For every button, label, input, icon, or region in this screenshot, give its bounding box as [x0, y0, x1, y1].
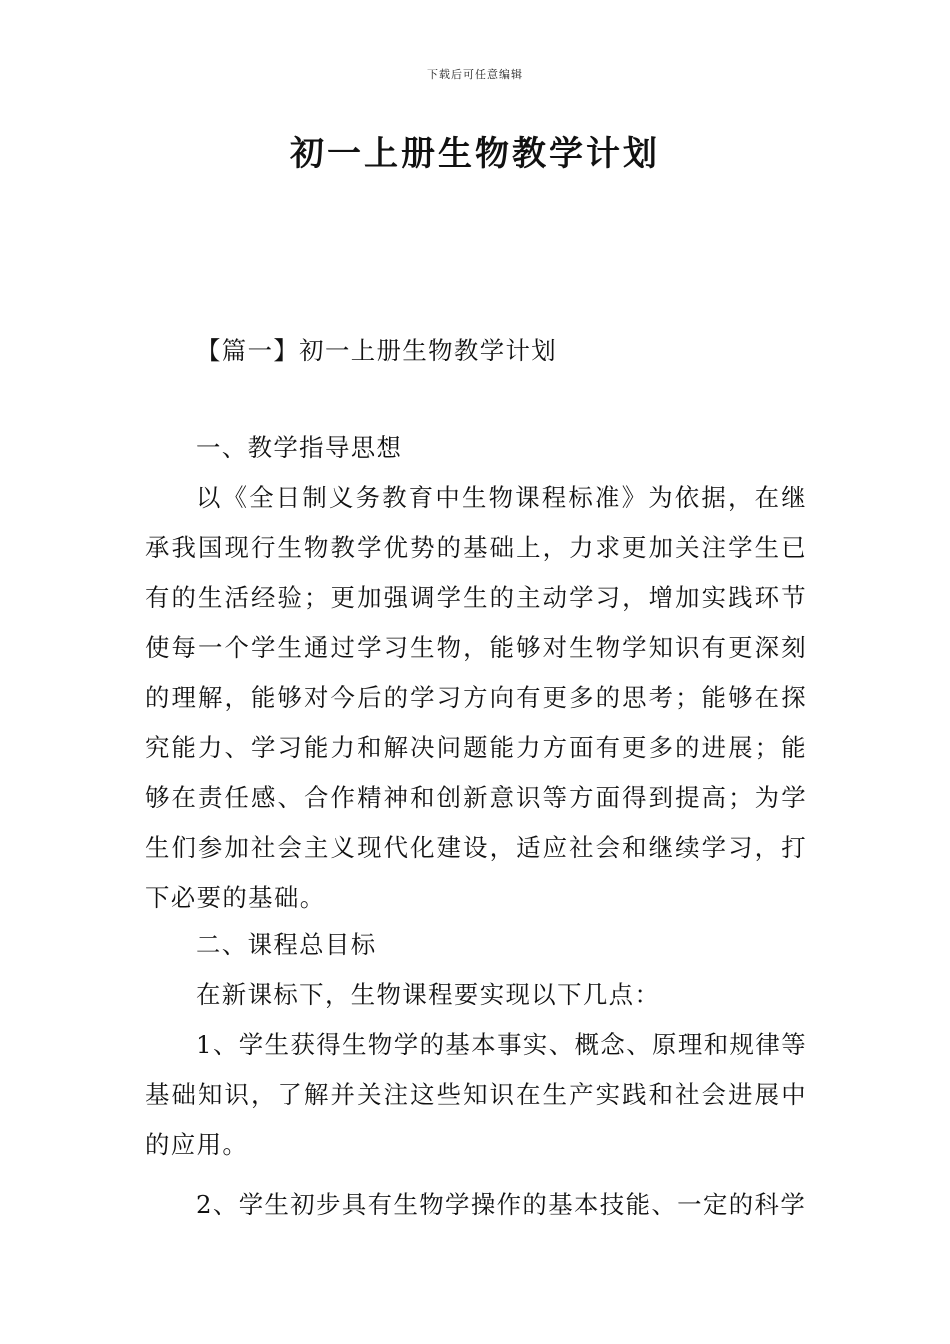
- paragraph: 2、学生初步具有生物学操作的基本技能、一定的科学: [196, 1190, 807, 1219]
- chapter-heading: 【篇一】初一上册生物教学计划: [196, 336, 558, 365]
- paragraph: 在新课标下，生物课程要实现以下几点：: [196, 980, 661, 1009]
- paragraph: 以《全日制义务教育中生物课程标准》为依据，在继承我国现行生物教学优势的基础上，力求更加关注学生已有的生活经验；更加强调学生的主动学习，增加实践环节使每一个学生通过学习生物，能够对生物学知识有更深刻的理解，能够对今后的学习方向有更多的思考；能够在探究能力、学习能力和解决问题能力方面有更多的进展；能够在责任感、合作精神和创新意识等方面得到提高；为学生们参加社会主义现代化建设，适应社会和继续学习，打下必要的基础。: [145, 483, 807, 912]
- section-heading-1: 一、教学指导思想: [196, 433, 403, 462]
- document-title: 初一上册生物教学计划: [290, 134, 660, 174]
- section-1-body: [145, 473, 807, 923]
- section-2-body: [145, 970, 807, 1230]
- paragraph: 1、学生获得生物学的基本事实、概念、原理和规律等基础知识，了解并关注这些知识在生产实践和社会进展中的应用。: [145, 1030, 807, 1159]
- section-heading-2: 二、课程总目标: [196, 930, 377, 959]
- download-note: 下载后可任意编辑: [427, 68, 523, 81]
